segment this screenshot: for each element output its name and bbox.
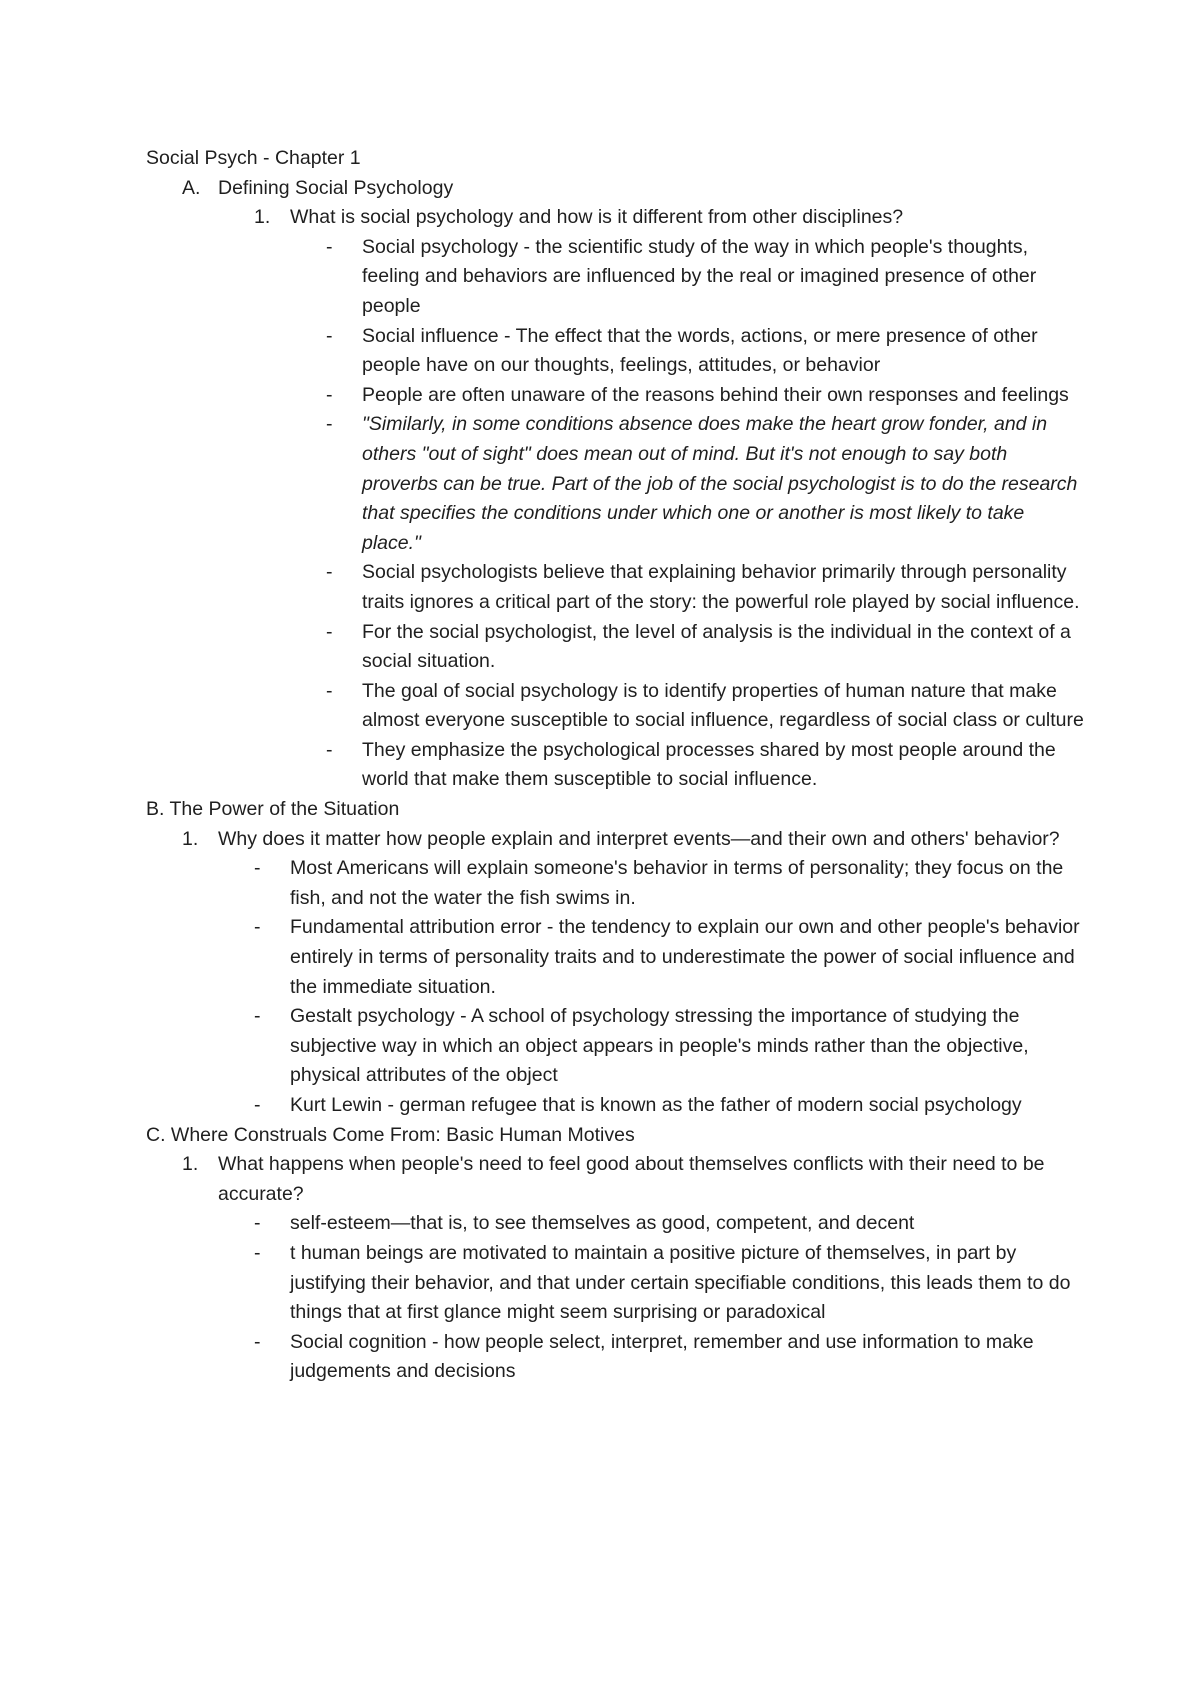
bullet-text: Kurt Lewin - german refugee that is known as the father of modern social psychology	[290, 1094, 1022, 1116]
question-text: Why does it matter how people explain and interpret events—and their own and others' behavior?	[218, 827, 1060, 850]
bullet-marker: -	[254, 1005, 261, 1028]
list-item	[254, 1209, 1086, 1239]
list-item	[254, 1091, 1086, 1121]
bullet-text: self-esteem—that is, to see themselves as good, competent, and decent	[290, 1212, 915, 1235]
bullet-text: Gestalt psychology - A school of psychology stressing the importance of studying the subjective way in which an object appears in people's minds rather than the objective, physical attributes of the object	[290, 1005, 1029, 1087]
section-a-question	[254, 203, 1086, 233]
bullet-text: The goal of social psychology is to identify properties of human nature that make almost everyone susceptible to social influence, regardless of social class or culture	[362, 679, 1084, 732]
bullet-marker: -	[326, 383, 333, 406]
list-item-quote	[326, 410, 1086, 558]
bullet-marker: -	[254, 1094, 261, 1116]
list-item	[254, 1239, 1086, 1328]
bullet-text: t human beings are motivated to maintain a positive picture of themselves, in part by justifying their behavior, and that under certain specifiable conditions, this leads them to do things that at first glance might seem surprising or paradoxical	[290, 1241, 1071, 1324]
section-b-heading: B. The Power of the Situation	[146, 798, 400, 821]
bullet-marker: -	[326, 413, 333, 436]
list-item	[254, 1002, 1086, 1091]
bullet-text: People are often unaware of the reasons behind their own responses and feelings	[362, 383, 1069, 406]
bullet-marker: -	[326, 679, 333, 702]
bullet-text: Fundamental attribution error - the tendency to explain our own and other people's behavior entirely in terms of personality traits and to underestimate the power of social influence and the immediate situation.	[290, 916, 1080, 998]
list-item	[326, 233, 1086, 322]
bullet-text: For the social psychologist, the level of analysis is the individual in the context of a social situation.	[362, 620, 1071, 673]
list-item	[326, 618, 1086, 677]
bullet-text: They emphasize the psychological processes shared by most people around the world that make them susceptible to social influence.	[362, 738, 1056, 791]
bullet-text: Social cognition - how people select, interpret, remember and use information to make judgements and decisions	[290, 1330, 1034, 1383]
bullet-marker: -	[326, 738, 333, 761]
question-text: What happens when people's need to feel good about themselves conflicts with their need to be accurate?	[218, 1153, 1045, 1205]
list-item	[254, 854, 1086, 913]
section-a-marker: A.	[182, 176, 201, 199]
bullet-text: Social psychologists believe that explaining behavior primarily through personality traits ignores a critical part of the story: the powerful role played by social influence.	[362, 561, 1080, 613]
list-item	[326, 558, 1086, 617]
document-body	[146, 144, 1086, 1387]
list-item	[326, 322, 1086, 381]
bullet-marker: -	[326, 561, 333, 584]
list-item	[326, 381, 1086, 411]
bullet-marker: -	[254, 1330, 261, 1353]
bullet-text: Social psychology - the scientific study of the way in which people's thoughts, feeling and behaviors are influenced by the real or imagined presence of other people	[362, 235, 1037, 317]
bullet-marker: -	[326, 620, 333, 643]
bullet-marker: -	[254, 916, 261, 939]
bullet-marker: -	[326, 235, 333, 258]
question-marker: 1.	[254, 206, 271, 229]
section-a-heading	[182, 174, 1086, 204]
quote-text: "Similarly, in some conditions absence does make the heart grow fonder, and in others "out of sight" does mean out of mind. But it's not enough to say both proverbs can be true. Part of the job of the social psychologist is to do the research that specifies the conditions under which one or another is most likely to take place."	[362, 413, 1078, 554]
bullet-marker: -	[326, 324, 333, 347]
list-item	[254, 1328, 1086, 1387]
bullet-text: Social influence - The effect that the words, actions, or mere presence of other people have on our thoughts, feelings, attitudes, or behavior	[362, 324, 1038, 377]
list-item	[254, 913, 1086, 1002]
question-marker: 1.	[182, 827, 199, 850]
list-item	[326, 677, 1086, 736]
section-c-question	[182, 1150, 1086, 1209]
section-c-heading: C. Where Construals Come From: Basic Human Motives	[146, 1123, 635, 1146]
question-marker: 1.	[182, 1153, 199, 1176]
section-a-title: Defining Social Psychology	[218, 176, 454, 199]
bullet-marker: -	[254, 1212, 261, 1235]
question-text: What is social psychology and how is it different from other disciplines?	[290, 206, 904, 229]
document-title: Social Psych - Chapter 1	[146, 147, 361, 169]
list-item	[326, 736, 1086, 795]
bullet-marker: -	[254, 857, 261, 880]
bullet-marker: -	[254, 1241, 261, 1264]
bullet-text: Most Americans will explain someone's behavior in terms of personality; they focus on the fish, and not the water the fish swims in.	[290, 857, 1064, 909]
section-b-question	[182, 825, 1086, 855]
